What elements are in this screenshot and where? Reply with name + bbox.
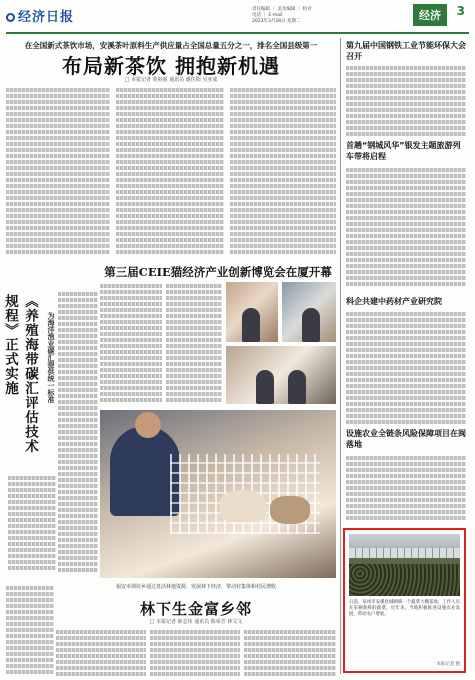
right-story2-title: 首趟“钢城风华”银发主题旅游列车带将启程 <box>346 141 461 161</box>
ceie-body-col-1 <box>100 282 162 406</box>
cat-market-photo <box>100 410 336 578</box>
newspaper-logo <box>6 6 74 25</box>
expo-photo-1 <box>226 282 278 342</box>
lead-body-col-2 <box>116 86 224 262</box>
lead-byline: □ 本报记者 黄祖强 通讯员 谢佳阳 吴亚成 <box>124 77 218 83</box>
masthead-info <box>252 7 402 25</box>
forest-body-col-1 <box>56 628 146 676</box>
lead-body-col-3 <box>230 86 336 262</box>
forest-byline: □ 本报记者 薛志伟 通讯员 陈荣芳 林文文 <box>149 619 243 625</box>
vertical-story-title: 《养殖海带碳汇评估技术规程》正式实施 <box>2 294 38 454</box>
column-divider <box>340 38 341 674</box>
greenhouse-photo <box>349 534 460 596</box>
right-story1-body <box>346 64 466 136</box>
masthead-date: 2023年3月28日 星期二 <box>252 19 301 24</box>
right-story4-body <box>346 454 466 524</box>
right-story3-body <box>346 310 466 424</box>
logo-text: 经济日报 <box>18 10 75 25</box>
greenhouse-photo-caption: 日前，泉州市安溪县城厢镇一个蔬菜大棚基地，工作人员在采摘新鲜的蔬菜。近年来，当地积极推进设施农业发展，带动农户增收。 <box>349 600 460 618</box>
forest-body-col-3 <box>244 628 336 676</box>
ceie-headline: 第三届CEIE猫经济产业创新博览会在厦开幕 <box>104 265 332 279</box>
vertical-story-body <box>58 290 98 580</box>
lead-kicker: 在全国新式茶饮市场，安溪茶叶原料生产供应量占全国总量五分之一，排名全国县级第一 <box>24 41 318 50</box>
lead-headline: 布局新茶饮 拥抱新机遇 <box>62 54 280 78</box>
photo-credit: 本报记者 摄 <box>436 662 460 667</box>
right-story3-title: 科企共建中药材产业研究院 <box>346 297 442 306</box>
vertical-story-footer <box>8 474 56 578</box>
right-story2-body <box>346 166 466 286</box>
forest-photo-caption: 福安市调坑乡通过盘活林地资源，发展林下经济，带动村集体和村民增收 <box>115 584 276 590</box>
masthead <box>6 4 469 34</box>
forest-body-col-left <box>6 584 54 676</box>
right-story1-title: 第九届中国钢铁工业节能环保大会召开 <box>346 41 466 61</box>
logo-emblem-icon <box>6 13 15 22</box>
lead-body-col-1 <box>6 86 110 262</box>
expo-photo-2 <box>282 282 336 342</box>
forest-headline: 林下生金富乡邻 <box>139 600 252 618</box>
page-number: 3 <box>456 4 465 18</box>
section-label: 经济 <box>413 4 447 26</box>
masthead-info-line: 电话 ｜ E-mail <box>252 13 283 18</box>
vertical-story-subtitle: 为海洋渔业碳汇提供统一标准 <box>47 312 55 403</box>
forest-body-col-2 <box>150 628 240 676</box>
expo-photo-3 <box>226 346 336 404</box>
ceie-body-col-2 <box>166 282 222 406</box>
highlighted-photo-box <box>343 528 466 673</box>
masthead-info-line: 责任编辑 ｜ 美术编辑 ｜ 校对 <box>252 7 312 12</box>
right-story4-title: 设施农业全链条风险保障项目在闽落地 <box>346 429 466 449</box>
